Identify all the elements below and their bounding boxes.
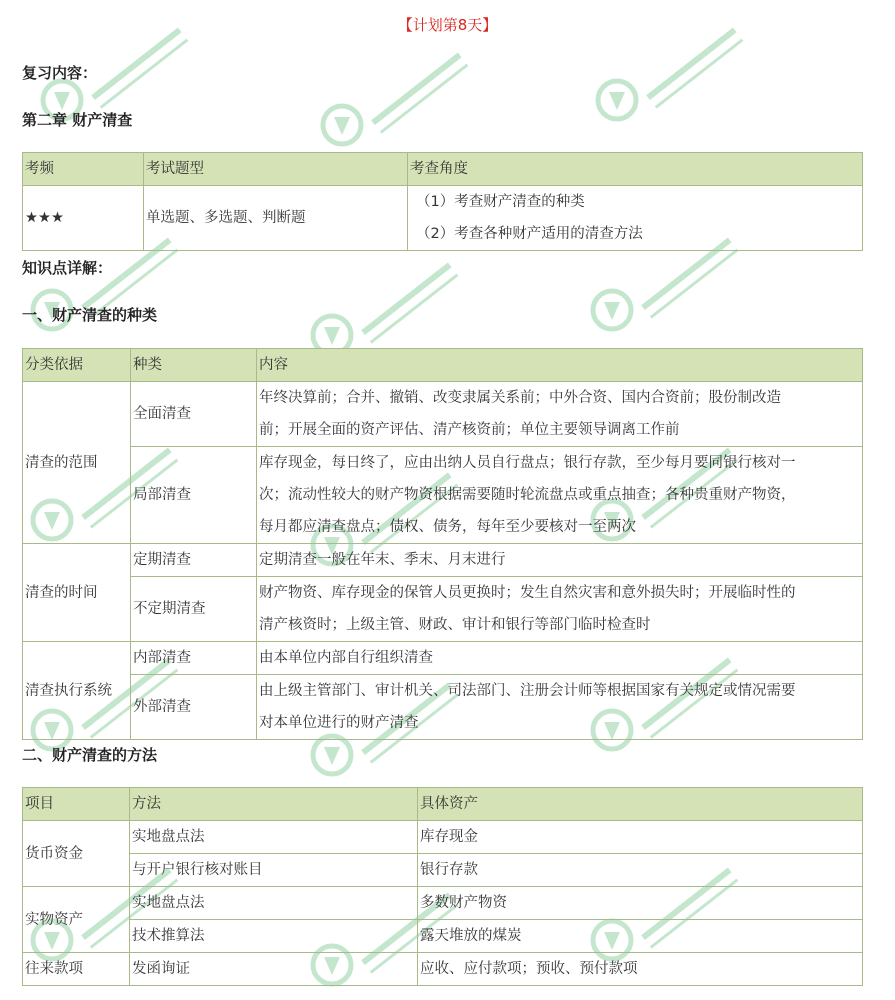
table-header-cell: 考频 [23,153,144,186]
inventory-types-table [22,348,863,740]
method-cell: 实地盘点法 [130,821,418,854]
kind-cell: 外部清查 [131,675,257,740]
kind-cell: 全面清查 [131,382,257,447]
kind-cell: 局部清查 [131,447,257,544]
page-title: 【计划第8天】 [397,16,498,34]
content-line: 每月都应清查盘点；债权、债务，每年至少要核对一至两次 [259,519,636,535]
table-header-cell: 种类 [131,349,257,382]
method-cell: 技术推算法 [130,920,418,953]
content-line: 财产物资、库存现金的保管人员更换时；发生自然灾害和意外损失时；开展临时性的 [259,585,796,601]
table-header-cell: 方法 [130,788,418,821]
kind-cell: 不定期清查 [131,577,257,642]
content-line: 库存现金，每日终了，应由出纳人员自行盘点；银行存款，至少每月要同银行核对一 [259,455,796,471]
method-cell: 实地盘点法 [130,887,418,920]
kind-cell: 内部清查 [131,642,257,675]
method-cell: 与开户银行核对账目 [130,854,418,887]
content-line: 由上级主管部门、审计机关、司法部门、注册会计师等根据国家有关规定或情况需要 [259,683,796,699]
kind-cell: 定期清查 [131,544,257,577]
assets-cell: 库存现金 [418,821,863,854]
content-cell [257,544,863,577]
basis-cell: 清查的时间 [23,544,131,642]
table-header-cell: 项目 [23,788,130,821]
content-cell [257,642,863,675]
watermark-logo [595,20,770,130]
content-cell [257,577,863,642]
exam-angle: （2）考查各种财产适用的清查方法 [416,226,643,242]
detail-label: 知识点详解： [22,259,113,277]
content-line: 年终决算前；合并、撤销、改变隶属关系前；中外合资、国内合资前；股份制改造 [259,390,781,406]
method-cell: 发函询证 [130,953,418,986]
content-line: 对本单位进行的财产清查 [259,715,419,731]
watermark-logo [320,45,495,155]
content-line: 清产核资时；上级主管、财政、审计和银行等部门临时检查时 [259,617,651,633]
inventory-methods-table [22,787,863,986]
assets-cell: 银行存款 [418,854,863,887]
assets-cell: 多数财产物资 [418,887,863,920]
table-header-cell: 考查角度 [408,153,863,186]
basis-cell: 清查的范围 [23,382,131,544]
table-header-cell: 考试题型 [144,153,408,186]
assets-cell: 应收、应付款项；预收、预付款项 [418,953,863,986]
section2-title: 二、财产清查的方法 [22,746,158,764]
item-cell: 往来款项 [23,953,130,986]
frequency-stars: ★★★ [23,186,144,251]
content-line: 由本单位内部自行组织清查 [259,650,433,666]
basis-cell: 清查执行系统 [23,642,131,740]
content-line: 前；开展全面的资产评估、清产核资前；单位主要领导调离工作前 [259,422,680,438]
overview-table [22,152,863,251]
section1-title: 一、财产清查的种类 [22,306,158,324]
question-types: 单选题、多选题、判断题 [144,186,408,251]
content-line: 次；流动性较大的财产物资根据需要随时轮流盘点或重点抽查；各种贵重财产物资， [259,487,796,503]
assets-cell: 露天堆放的煤炭 [418,920,863,953]
table-header-cell: 具体资产 [418,788,863,821]
table-header-cell: 分类依据 [23,349,131,382]
content-cell [257,675,863,740]
content-line: 定期清查一般在年末、季末、月末进行 [259,552,506,568]
exam-angles-cell [408,186,863,251]
item-cell: 实物资产 [23,887,130,953]
table-header-cell: 内容 [257,349,863,382]
exam-angle: （1）考查财产清查的种类 [416,194,585,210]
content-cell [257,447,863,544]
item-cell: 货币资金 [23,821,130,887]
review-label: 复习内容： [22,64,98,82]
content-cell [257,382,863,447]
chapter-title: 第二章 财产清查 [22,111,133,129]
